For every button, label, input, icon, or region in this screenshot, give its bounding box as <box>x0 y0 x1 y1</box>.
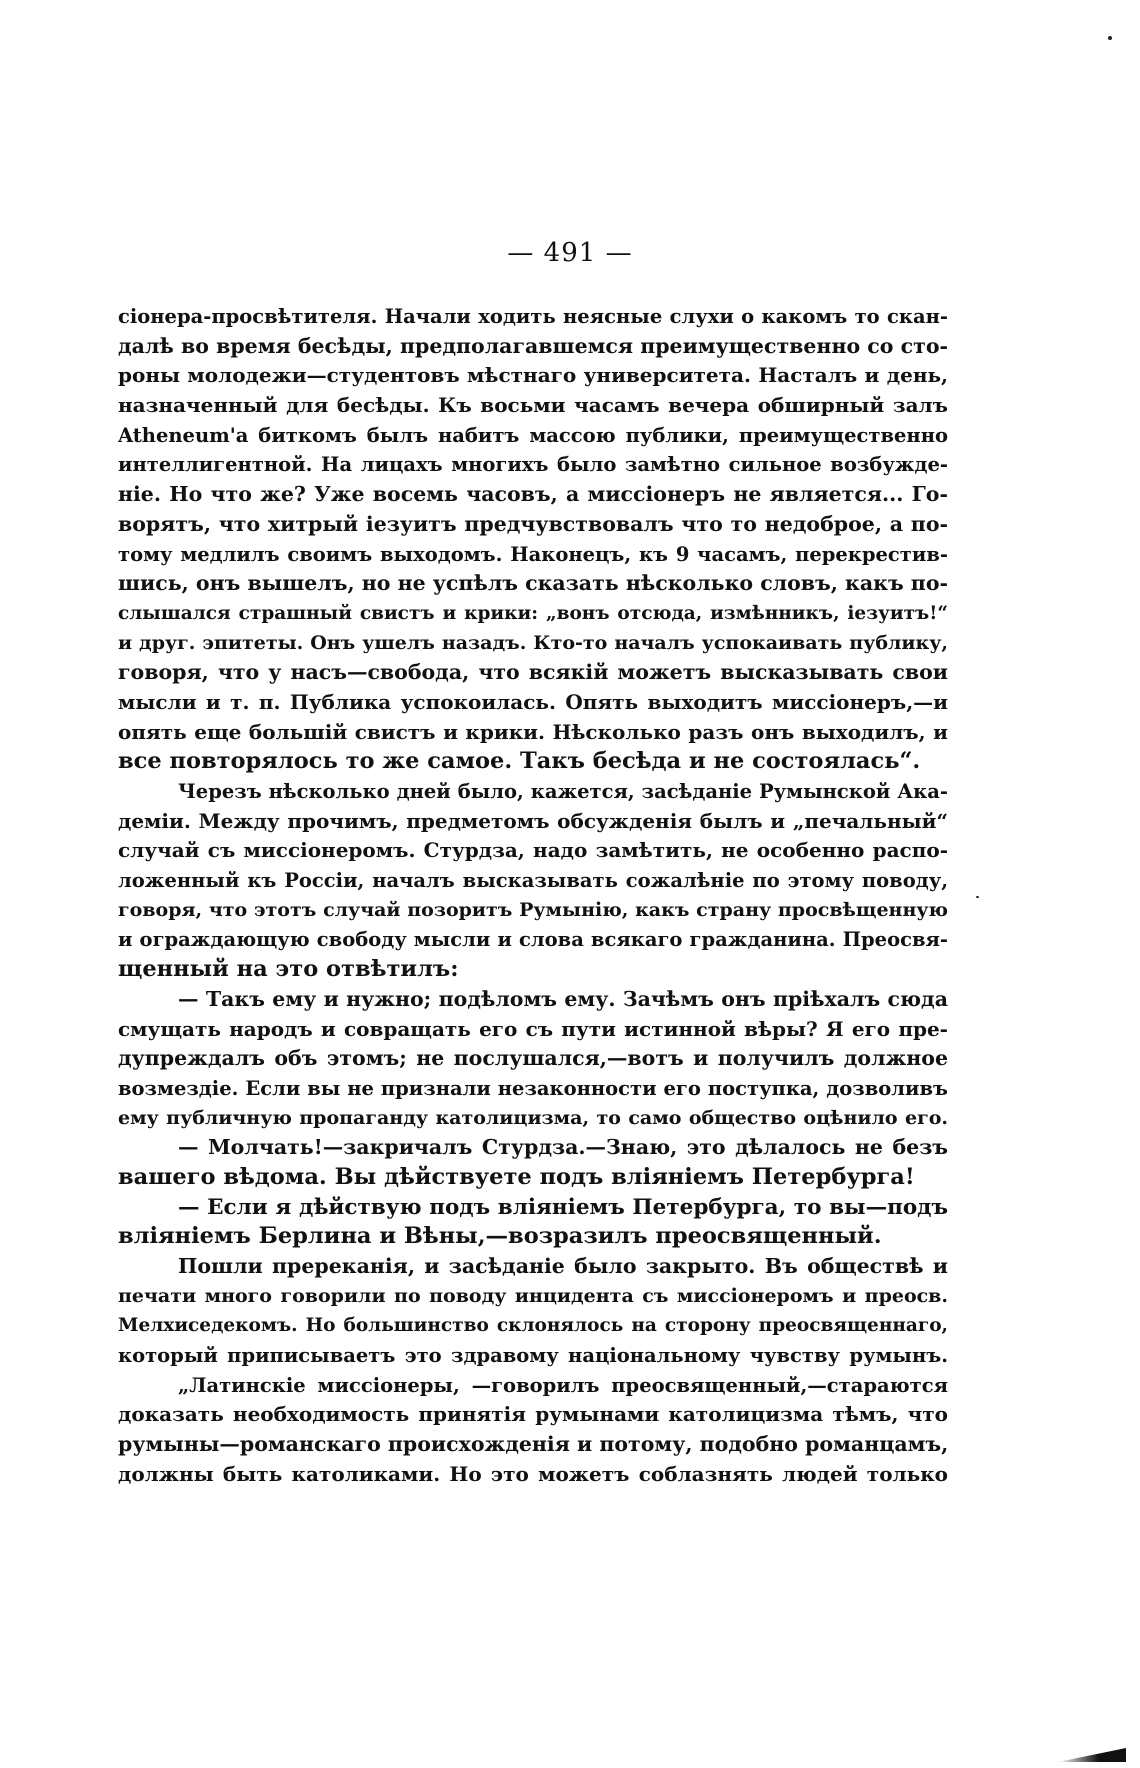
text-line: ворятъ, что хитрый іезуитъ предчувствовалъ что то недоброе, а по- <box>118 511 948 536</box>
text-line: все повторялось то же самое. Такъ бесѣда и не состоялась“. <box>118 748 921 775</box>
text-line: ложенный къ Россіи, началъ высказывать сожалѣніе по этому поводу, <box>118 869 948 893</box>
text-line: сіонера-просвѣтителя. Начали ходить неясные слухи о какомъ то скан- <box>118 305 948 328</box>
text-line: тому медлилъ своимъ выходомъ. Наконецъ, къ 9 часамъ, перекрестив- <box>118 542 948 566</box>
text-line: ніе. Но что же? Уже восемь часовъ, а миссіонеръ не является... Го- <box>118 482 948 507</box>
text-line: который приписываетъ это здравому національному чувству румынъ. <box>118 1344 948 1368</box>
text-line: вашего вѣдома. Вы дѣйствуете подъ вліяніемъ Петербурга! <box>118 1163 915 1190</box>
text-line: румыны—романскаго происхожденія и потому, подобно романцамъ, <box>118 1432 948 1457</box>
scan-edge-mark <box>1058 1748 1126 1762</box>
text-line: интеллигентной. На лицахъ многихъ было замѣтно сильное возбужде- <box>118 453 948 477</box>
text-line: мысли и т. п. Публика успокоилась. Опять выходитъ миссіонеръ,—и <box>118 689 948 714</box>
text-line: Мелхиседекомъ. Но большинство склонялось на сторону преосвященнаго, <box>118 1315 948 1337</box>
text-line: и друг. эпитеты. Онъ ушелъ назадъ. Кто-то началъ успокаивать публику, <box>118 631 948 654</box>
text-line: печати много говорили по поводу инцидента съ миссіонеромъ и преосв. <box>118 1284 948 1307</box>
text-line: далѣ во время бесѣды, предполагавшемся преимущественно со сто- <box>118 333 948 358</box>
text-line: — Если я дѣйствую подъ вліяніемъ Петербурга, то вы—подъ <box>178 1194 948 1220</box>
text-line: — Такъ ему и нужно; подѣломъ ему. Зачѣмъ онъ пріѣхалъ сюда <box>178 986 948 1011</box>
text-line: дупреждалъ объ этомъ; не послушался,—вотъ и получилъ должное <box>118 1046 948 1071</box>
text-line: „Латинскіе миссіонеры, —говорилъ преосвященный,—стараются <box>178 1373 948 1397</box>
text-line: Пошли пререканія, и засѣданіе было закрыто. Въ обществѣ и <box>178 1254 948 1278</box>
text-line: шись, онъ вышелъ, но не успѣлъ сказать нѣсколько словъ, какъ по- <box>118 571 948 596</box>
text-line: случай съ миссіонеромъ. Стурдза, надо замѣтить, не особенно распо- <box>118 838 948 863</box>
text-line: — Молчать!—закричалъ Стурдза.—Знаю, это дѣлалось не безъ <box>178 1135 948 1160</box>
text-line: слышался страшный свистъ и крики: „вонъ отсюда, измѣнникъ, іезуитъ!“ <box>118 602 948 624</box>
text-line: Atheneum'а биткомъ былъ набитъ массою публики, преимущественно <box>118 423 948 447</box>
text-line: деміи. Между прочимъ, предметомъ обсужденія былъ и „печальный“ <box>118 808 948 833</box>
text-line: Черезъ нѣсколько дней было, кажется, засѣданіе Румынской Ака- <box>178 780 948 803</box>
text-line: говоря, что этотъ случай позоритъ Румынію, какъ страну просвѣщенную <box>118 898 948 921</box>
page-number: — 491 — <box>507 238 633 268</box>
scan-speck <box>1108 36 1112 40</box>
text-line: смущать народъ и совращать его съ пути истинной вѣры? Я его пре- <box>118 1016 948 1041</box>
body-text <box>118 302 948 1490</box>
text-line: и ограждающую свободу мысли и слова всякаго гражданина. Преосвя- <box>118 928 948 952</box>
text-line: ему публичную пропаганду католицизма, то само общество оцѣнило его. <box>118 1106 948 1129</box>
scan-speck <box>976 896 979 898</box>
text-line: вліяніемъ Берлина и Вѣны,—возразилъ преосвященный. <box>118 1223 882 1250</box>
text-line: говоря, что у насъ—свобода, что всякій можетъ высказывать свои <box>118 660 948 685</box>
text-line: доказать необходимость принятія румынами католицизма тѣмъ, что <box>118 1402 948 1427</box>
text-line: назначенный для бесѣды. Къ восьми часамъ вечера обширный залъ <box>118 393 948 418</box>
text-line: должны быть католиками. Но это можетъ соблазнять людей только <box>118 1461 948 1486</box>
text-line: возмездіе. Если вы не признали незаконности его поступка, дозволивъ <box>118 1076 948 1100</box>
text-line: щенный на это отвѣтилъ: <box>118 956 459 983</box>
text-line: роны молодежи—студентовъ мѣстнаго университета. Насталъ и день, <box>118 363 948 388</box>
text-line: опять еще большій свистъ и крики. Нѣсколько разъ онъ выходилъ, и <box>118 719 948 744</box>
